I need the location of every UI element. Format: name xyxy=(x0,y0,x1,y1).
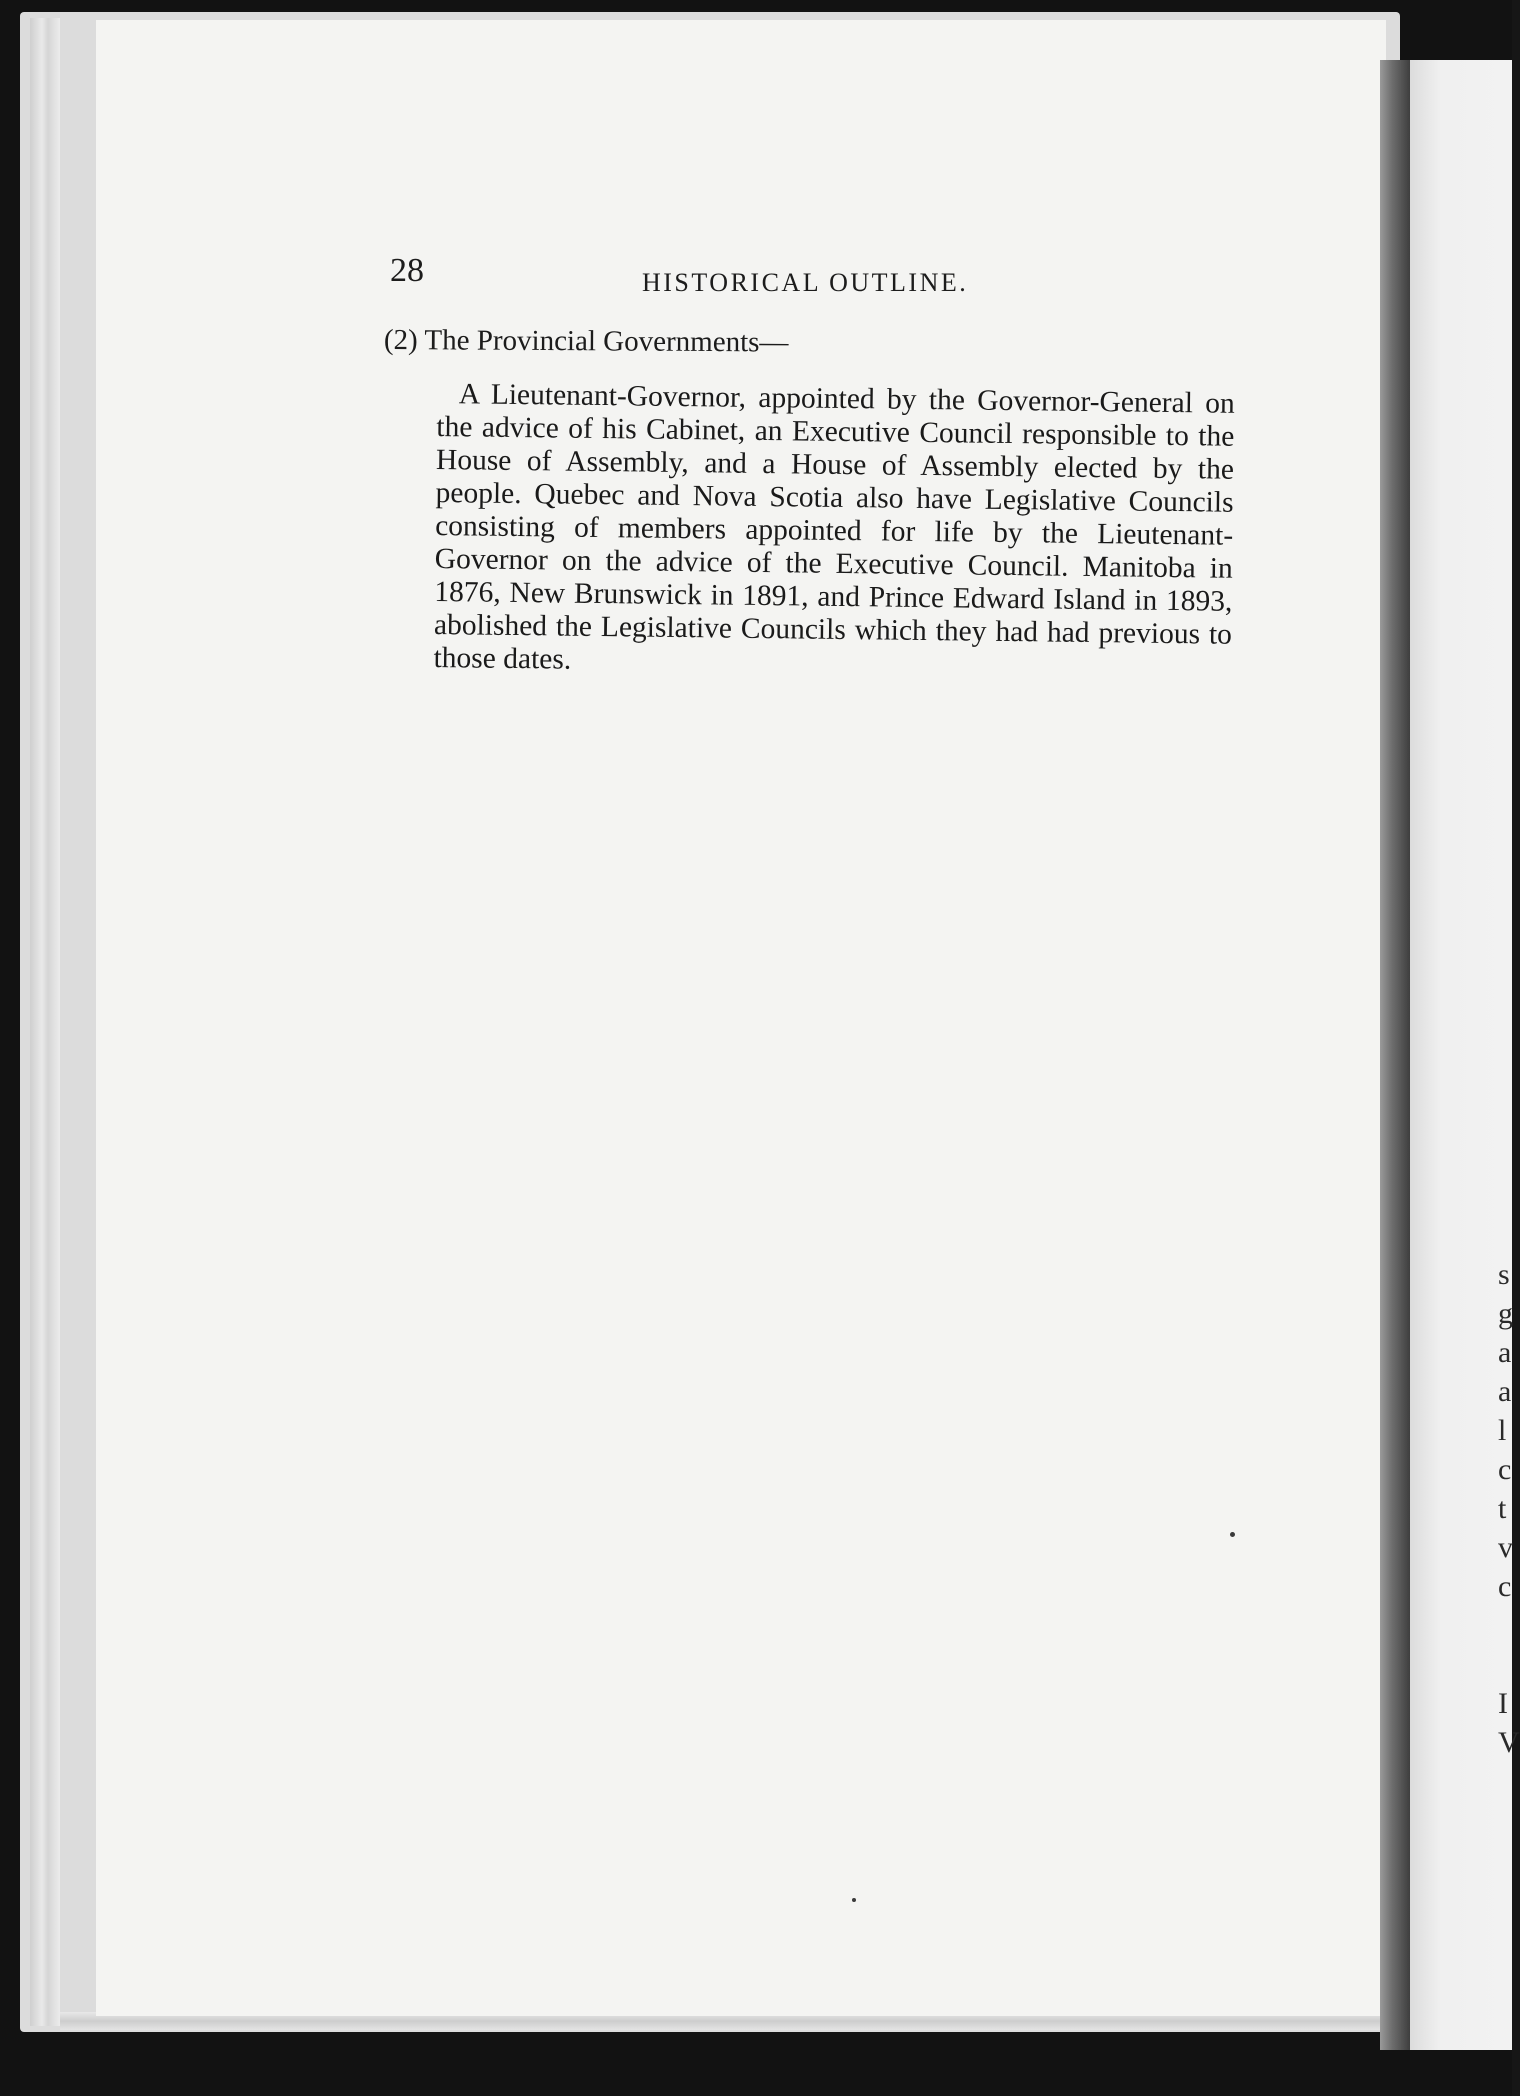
running-head: HISTORICAL OUTLINE. xyxy=(642,268,969,297)
ink-speck xyxy=(852,1898,856,1902)
book-page xyxy=(96,20,1386,2016)
facing-page-text: s g a a l c t v c I V xyxy=(1498,1258,1520,1759)
body-paragraph: A Lieutenant-Governor, appointed by the Governor-General on the advice of his Cabinet, an Executive Council responsible to the House of Assembly, and a House of Assembly elected by the people. Quebec and Nova Scotia also have Legislative Councils consisting of members appointed for life by the Lieutenant-Governor on the advice of the Executive Council. Manitoba in 1876, New Brunswick in 1891, and Prince Edward Island in 1893, abolished the Legislative Councils which they had had previous to those dates. xyxy=(433,378,1235,676)
page-number: 28 xyxy=(390,252,424,289)
section-heading: (2) The Provincial Governments— xyxy=(383,324,789,359)
ink-speck xyxy=(1230,1532,1235,1537)
book-gutter xyxy=(1380,60,1410,2050)
facing-page xyxy=(1410,60,1512,2050)
